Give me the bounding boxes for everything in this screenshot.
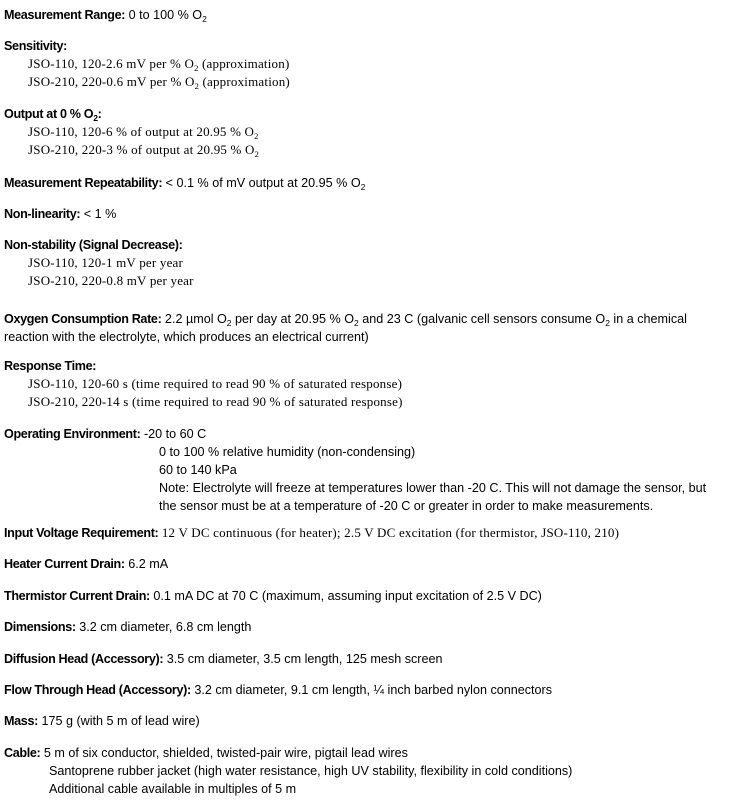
dimensions-label: Dimensions:	[4, 620, 76, 634]
cable-line-3: Additional cable available in multiples of 5 m	[49, 782, 297, 796]
response-time-line-2: JSO-210, 220-14 s (time required to read 90 % of saturated response)	[28, 394, 403, 409]
text: 5 m of six conductor, shielded, twisted-pair wire, pigtail lead wires	[40, 746, 408, 760]
output-at-zero-label	[4, 105, 259, 123]
flow-through-head	[4, 681, 552, 699]
oxygen-consumption-line-1	[4, 310, 687, 328]
text: 2.2 µmol O	[161, 312, 227, 326]
thermistor-current-label: Thermistor Current Drain:	[4, 589, 150, 603]
repeatability-value: < 0.1 % of mV output at 20.95 % O	[162, 176, 361, 190]
thermistor-current-drain	[4, 587, 542, 605]
oxygen-consumption-line-2: reaction with the electrolyte, which produces an electrical current)	[4, 330, 369, 344]
subscript: 2	[93, 113, 98, 123]
measurement-range-label: Measurement Range:	[4, 8, 126, 22]
cable-line-2: Santoprene rubber jacket (high water resistance, high UV stability, flexibility in cold conditions)	[49, 764, 573, 778]
text: :	[97, 107, 102, 121]
input-voltage-label: Input Voltage Requirement:	[4, 526, 159, 540]
non-linearity-value: < 1 %	[80, 207, 117, 221]
input-voltage-requirement	[4, 524, 619, 542]
diffusion-head-label: Diffusion Head (Accessory):	[4, 652, 164, 666]
operating-environment-line-4: Note: Electrolyte will freeze at temperatures lower than -20 C. This will not damage the sensor, but	[159, 481, 707, 495]
text: JSO-210, 220-3 % of output at 20.95 % O	[28, 142, 255, 157]
cable-label: Cable:	[4, 746, 41, 760]
non-stability-line-1: JSO-110, 120-1 mV per year	[28, 255, 184, 270]
operating-environment-line-2: 0 to 100 % relative humidity (non-condensing)	[159, 445, 416, 459]
measurement-range	[4, 6, 207, 24]
non-linearity-label: Non-linearity:	[4, 207, 81, 221]
text: -20 to 60 C	[140, 427, 207, 441]
oxygen-consumption-label: Oxygen Consumption Rate:	[4, 312, 162, 326]
operating-environment-line-3: 60 to 140 kPa	[159, 463, 237, 477]
mass	[4, 712, 200, 730]
subscript: 2	[354, 318, 359, 328]
cable	[4, 744, 572, 798]
text: (approximation)	[199, 74, 290, 89]
operating-environment-label: Operating Environment:	[4, 427, 141, 441]
subscript: 2	[605, 318, 610, 328]
subscript: 2	[226, 318, 232, 328]
repeatability-label: Measurement Repeatability:	[4, 176, 163, 190]
subscript: 2	[194, 81, 200, 91]
thermistor-current-value: 0.1 mA DC at 70 C (maximum, assuming input excitation of 2.5 V DC)	[149, 589, 542, 603]
text: Output at 0 % O	[4, 107, 94, 121]
measurement-repeatability	[4, 174, 365, 192]
sensitivity-label: Sensitivity:	[4, 39, 67, 53]
flow-through-head-label: Flow Through Head (Accessory):	[4, 683, 191, 697]
response-time-line-1: JSO-110, 120-60 s (time required to read 90 % of saturated response)	[28, 376, 403, 391]
output-line-2	[28, 141, 259, 159]
non-linearity	[4, 205, 116, 223]
sensitivity-line-2	[28, 73, 290, 91]
text: JSO-110, 120-6 % of output at 20.95 % O	[28, 124, 255, 139]
heater-current-drain	[4, 555, 168, 573]
non-stability-line-2: JSO-210, 220-0.8 mV per year	[28, 273, 194, 288]
dimensions	[4, 618, 251, 636]
mass-label: Mass:	[4, 714, 38, 728]
text: in a chemical	[609, 312, 687, 326]
mass-value: 175 g (with 5 m of lead wire)	[37, 714, 200, 728]
oxygen-consumption-rate	[4, 310, 687, 346]
sensitivity	[4, 37, 290, 91]
diffusion-head	[4, 650, 443, 668]
input-voltage-value: 12 V DC continuous (for heater); 2.5 V DC excitation (for thermistor, JSO-110, 210)	[158, 525, 620, 540]
non-stability-label: Non-stability (Signal Decrease):	[4, 238, 183, 252]
text: (approximation)	[198, 56, 290, 71]
text: per day at 20.95 % O	[231, 312, 355, 326]
subscript: 2	[360, 182, 366, 192]
non-stability	[4, 236, 194, 290]
operating-environment-line-1	[4, 425, 706, 443]
text: and 23 C (galvanic cell sensors consume O	[358, 312, 606, 326]
flow-through-head-value: 3.2 cm diameter, 9.1 cm length, ¼ inch barbed nylon connectors	[190, 683, 553, 697]
text: JSO-210, 220-0.6 mV per % O	[28, 74, 195, 89]
sensitivity-line-1	[28, 55, 290, 73]
subscript: 2	[254, 149, 260, 159]
subscript: 2	[194, 63, 199, 73]
text: JSO-110, 120-2.6 mV per % O	[28, 56, 195, 71]
output-line-1	[28, 123, 259, 141]
heater-current-value: 6.2 mA	[124, 557, 169, 571]
response-time	[4, 357, 403, 411]
operating-environment-line-5: the sensor must be at a temperature of -20 C or greater in order to make measurements.	[159, 499, 654, 513]
operating-environment	[4, 425, 706, 515]
response-time-label: Response Time:	[4, 359, 97, 373]
cable-line-1	[4, 744, 572, 762]
heater-current-label: Heater Current Drain:	[4, 557, 125, 571]
diffusion-head-value: 3.5 cm diameter, 3.5 cm length, 125 mesh screen	[163, 652, 443, 666]
output-at-zero	[4, 105, 259, 159]
subscript: 2	[202, 14, 207, 24]
measurement-range-value: 0 to 100 % O	[128, 8, 203, 22]
dimensions-value: 3.2 cm diameter, 6.8 cm length	[75, 620, 252, 634]
subscript: 2	[254, 131, 259, 141]
